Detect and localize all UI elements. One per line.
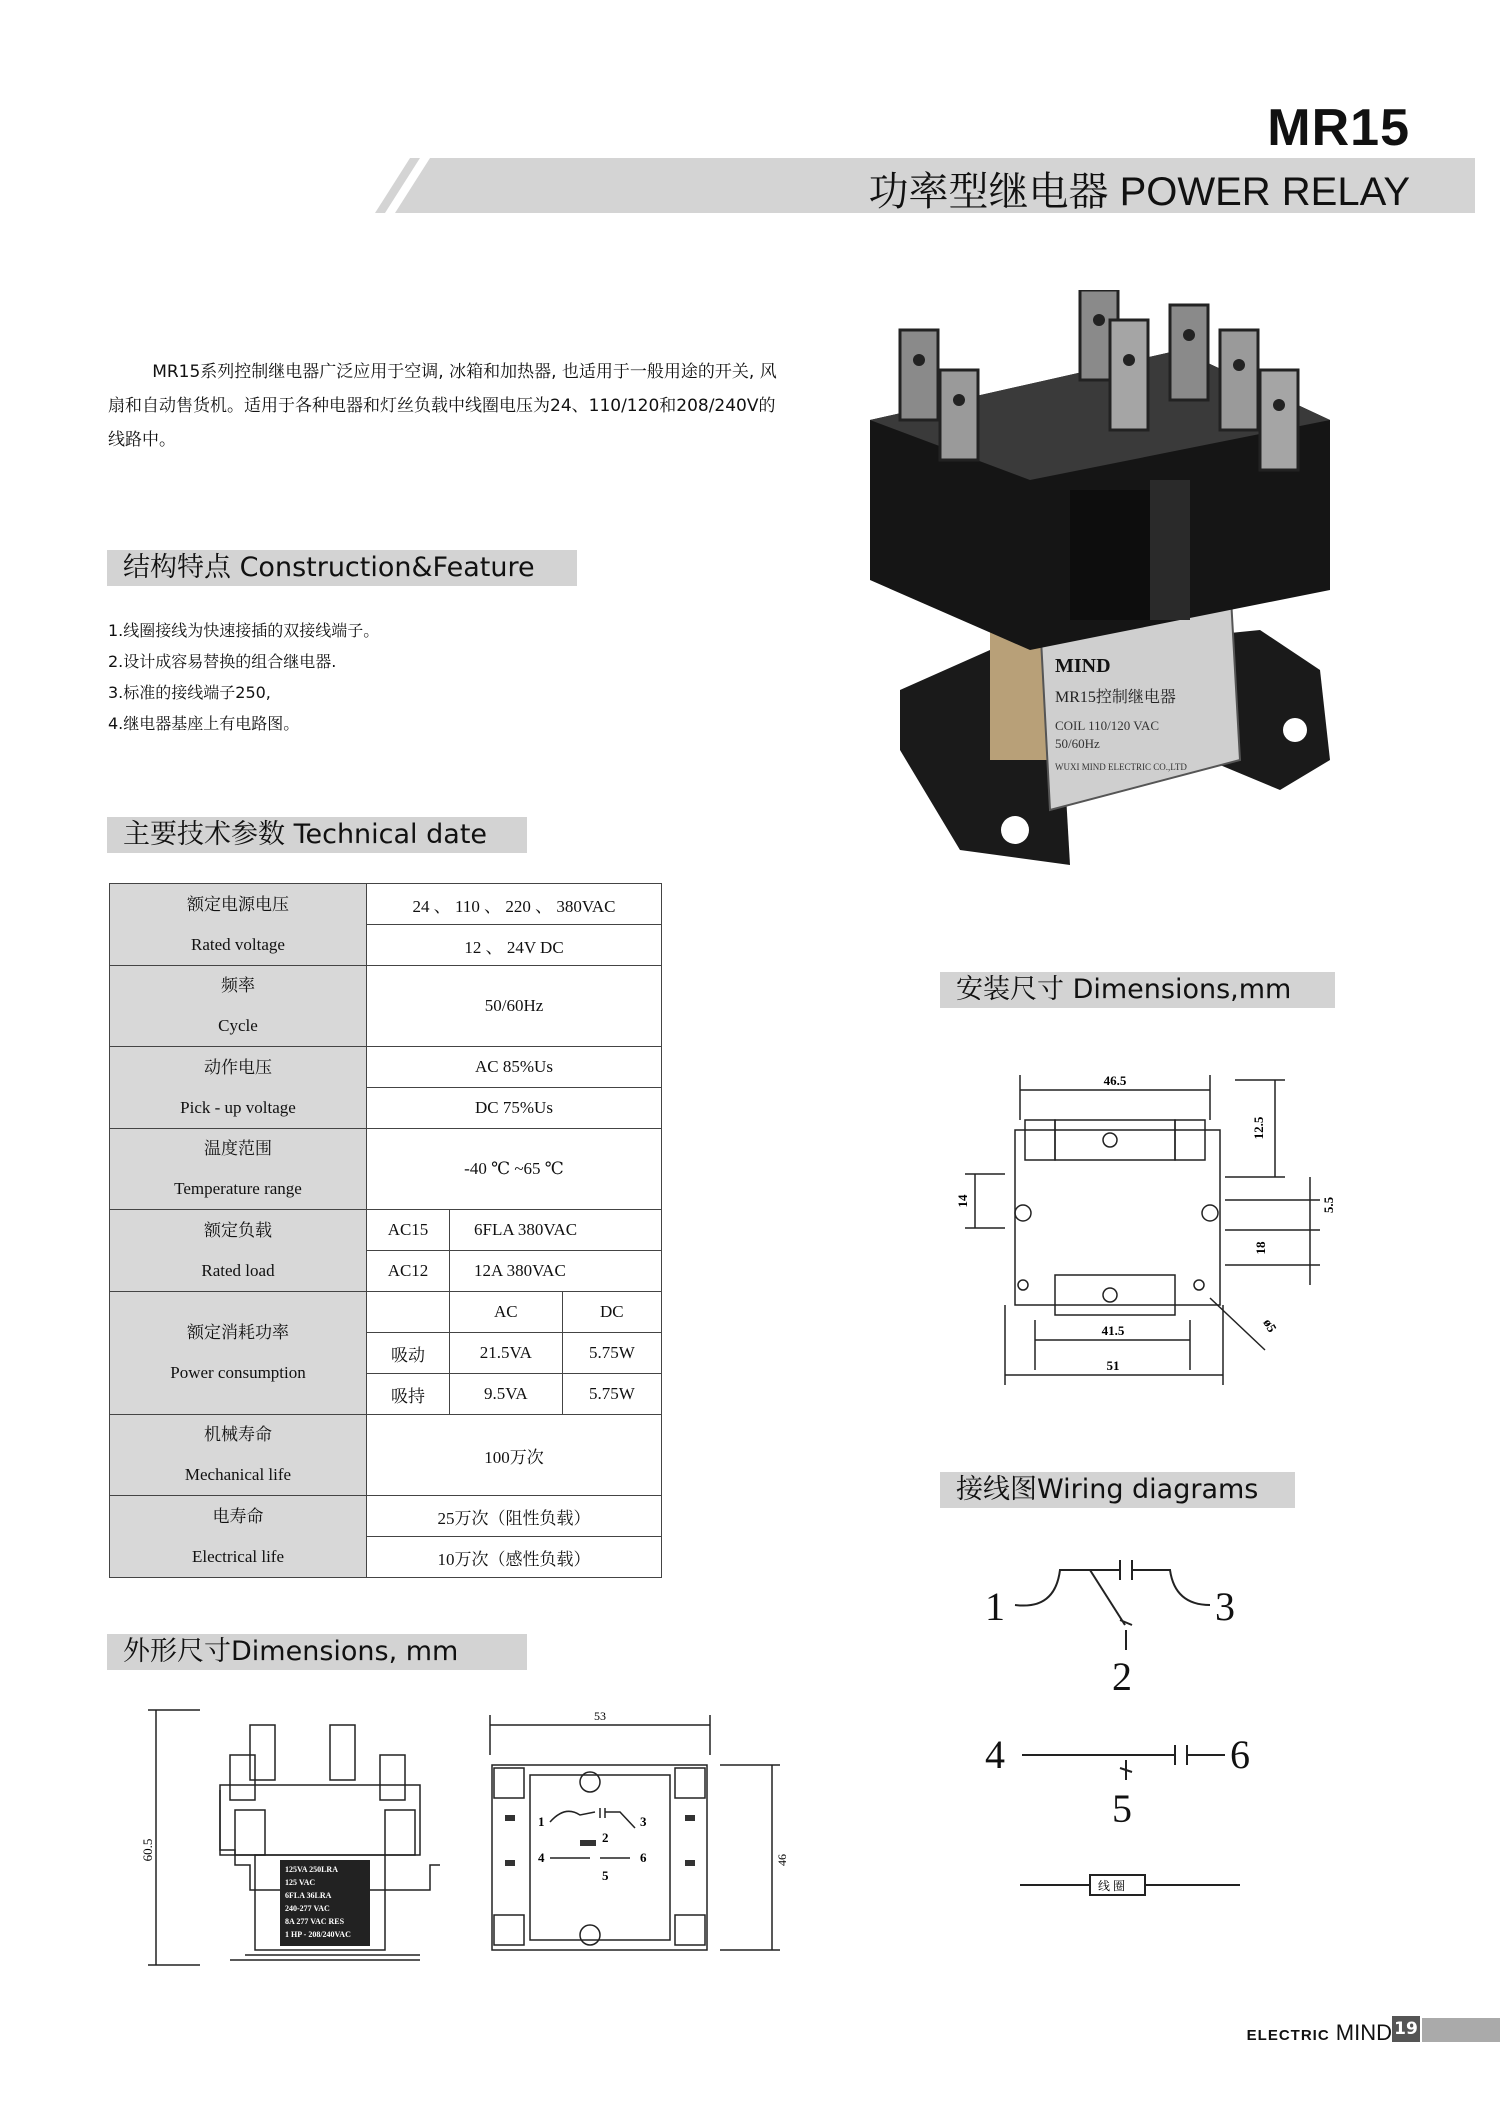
- row-rated-load: [110, 1210, 662, 1251]
- outline-terminal-label: 6: [640, 1850, 647, 1865]
- dim-right-top: 12.5: [1251, 1116, 1266, 1140]
- label-en: Rated load: [201, 1260, 275, 1280]
- label-en: Pick - up voltage: [180, 1097, 296, 1117]
- label-cn: 额定消耗功率: [187, 1323, 289, 1342]
- install-drawing: [945, 1060, 1345, 1390]
- value: 9.5VA: [450, 1374, 563, 1415]
- label-cn: 温度范围: [204, 1139, 272, 1158]
- relay-photo: [860, 290, 1360, 865]
- wiring-terminal-label: 3: [1215, 1584, 1235, 1629]
- feature-item: 1.线圈接线为快速接插的双接线端子。: [108, 621, 380, 640]
- label-cn: 机械寿命: [204, 1425, 272, 1444]
- value: 10万次（感性负载）: [367, 1537, 662, 1578]
- value: 21.5VA: [450, 1333, 563, 1374]
- label-en: Electrical life: [191, 1546, 285, 1566]
- outline-terminal-label: 4: [538, 1850, 545, 1865]
- row-electrical-life: [110, 1496, 662, 1537]
- dim-right-mid: 5.5: [1321, 1196, 1336, 1214]
- label-cn: 动作电压: [204, 1057, 272, 1077]
- outline-terminal-label: 2: [602, 1830, 609, 1845]
- page-title: 功率型继电器 POWER RELAY: [868, 170, 1410, 214]
- feature-list: [108, 615, 379, 739]
- wiring-diagram: [980, 1550, 1310, 1910]
- outline-heading: 外形尺寸Dimensions, mm: [107, 1634, 527, 1670]
- value: 5.75W: [562, 1333, 661, 1374]
- model-number: MR15: [1267, 99, 1410, 157]
- label-en: Cycle: [218, 1016, 258, 1035]
- technical-heading: 主要技术参数 Technical date: [107, 817, 527, 853]
- row-cycle: [110, 966, 662, 1047]
- dim-left: 14: [955, 1194, 970, 1208]
- footer-brand-name: MIND: [1335, 2020, 1392, 2045]
- outline-terminal-label: 5: [602, 1868, 609, 1883]
- coil-label: 线 圈: [1098, 1879, 1126, 1893]
- label-cn: 频率: [221, 976, 255, 995]
- label-en: Power consumption: [170, 1363, 306, 1382]
- feature-item: 3.标准的接线端子250,: [108, 683, 271, 702]
- technical-table: [109, 883, 662, 1578]
- row-pickup: [110, 1047, 662, 1088]
- outline-label-line: 1 HP - 208/240VAC: [285, 1930, 351, 1939]
- outline-label-line: 125VA 250LRA: [285, 1865, 338, 1874]
- value: 6FLA 380VAC: [450, 1210, 662, 1251]
- outline-label-line: 8A 277 VAC RES: [285, 1917, 345, 1926]
- install-heading: 安装尺寸 Dimensions,mm: [940, 972, 1335, 1008]
- dim-bottom-inner: 41.5: [1101, 1323, 1125, 1338]
- footer-brand-small: ELECTRIC: [1246, 2027, 1330, 2044]
- dim-bottom-outer: 51: [1106, 1358, 1120, 1373]
- row-temperature: [110, 1129, 662, 1210]
- outline-label-line: 125 VAC: [285, 1878, 316, 1887]
- value: 5.75W: [562, 1374, 661, 1415]
- photo-line1: MR15控制继电器: [1055, 689, 1176, 706]
- value: -40 ℃ ~65 ℃: [367, 1129, 662, 1210]
- dim-width: 53: [594, 1709, 606, 1723]
- feature-item: 4.继电器基座上有电路图。: [108, 714, 300, 733]
- outline-terminal-label: 1: [538, 1814, 545, 1829]
- value: AC 85%Us: [367, 1047, 662, 1088]
- wiring-terminal-label: 2: [1112, 1654, 1132, 1699]
- value: 25万次（阻性负载）: [367, 1496, 662, 1537]
- outline-top-view: [480, 1700, 810, 1970]
- value: 100万次: [367, 1415, 662, 1496]
- feature-item: 2.设计成容易替换的组合继电器.: [108, 652, 337, 671]
- value: 24 、 110 、 220 、 380VAC: [367, 884, 662, 925]
- value: 50/60Hz: [367, 966, 662, 1047]
- value: AC12: [367, 1251, 450, 1292]
- value: AC: [450, 1292, 563, 1333]
- dim-height: 60.5: [140, 1838, 155, 1862]
- value: 12 、 24V DC: [367, 925, 662, 966]
- footer-brand: [1247, 2020, 1392, 2046]
- label-en: Rated voltage: [191, 934, 285, 954]
- wiring-heading: 接线图Wiring diagrams: [940, 1472, 1295, 1508]
- value: 吸动: [367, 1333, 450, 1374]
- photo-line2: COIL 110/120 VAC: [1055, 718, 1160, 733]
- value: 吸持: [367, 1374, 450, 1415]
- wiring-terminal-label: 5: [1112, 1786, 1132, 1831]
- outline-side-view: [140, 1700, 440, 1970]
- outline-label-line: 6FLA 36LRA: [285, 1891, 332, 1900]
- intro-paragraph: MR15系列控制继电器广泛应用于空调, 冰箱和加热器, 也适用于一般用途的开关, 风扇和自动售货机。适用于各种电器和灯丝负载中线圈电压为24、110/120和208/240V的线路中。: [108, 362, 777, 450]
- value: DC: [562, 1292, 661, 1333]
- dim-side: 46: [775, 1854, 789, 1866]
- dim-right-low: 18: [1253, 1241, 1268, 1255]
- label-en: Mechanical life: [184, 1465, 292, 1484]
- value: 12A 380VAC: [450, 1251, 662, 1292]
- outline-terminal-label: 3: [640, 1814, 647, 1829]
- label-cn: 电寿命: [212, 1506, 264, 1526]
- row-mechanical-life: [110, 1415, 662, 1496]
- label-cn: 额定负载: [204, 1220, 272, 1240]
- row-rated-voltage: [110, 884, 662, 925]
- label-en: Temperature range: [174, 1179, 302, 1198]
- footer-bar: [1422, 2018, 1500, 2042]
- value: AC15: [367, 1210, 450, 1251]
- outline-label-line: 240-277 VAC: [285, 1904, 330, 1913]
- dim-hole: ø5: [1260, 1316, 1280, 1335]
- photo-line3: 50/60Hz: [1055, 736, 1100, 751]
- row-power: [110, 1292, 662, 1333]
- construction-heading: 结构特点 Construction&Feature: [107, 550, 577, 586]
- wiring-terminal-label: 6: [1230, 1732, 1250, 1777]
- value: DC 75%Us: [367, 1088, 662, 1129]
- wiring-terminal-label: 4: [985, 1732, 1005, 1777]
- photo-brand: MIND: [1055, 655, 1111, 677]
- wiring-terminal-label: 1: [985, 1584, 1005, 1629]
- photo-line4: WUXI MIND ELECTRIC CO.,LTD: [1055, 762, 1187, 772]
- page-number: 19: [1392, 2016, 1420, 2042]
- dim-top: 46.5: [1103, 1073, 1127, 1088]
- label-cn: 额定电源电压: [187, 894, 289, 914]
